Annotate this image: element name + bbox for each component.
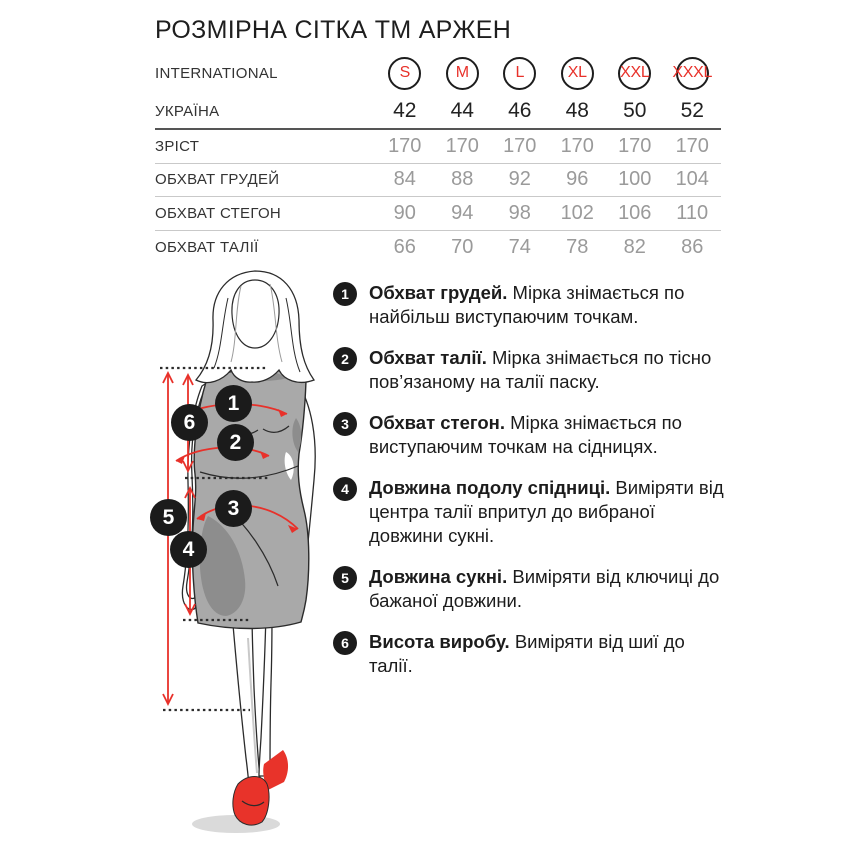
- legend-term: Обхват талії.: [369, 347, 487, 368]
- ukraine-row: [155, 94, 721, 128]
- legend-desc: Виміряти від центра талії впритул до вибраної довжини сукні.: [369, 477, 724, 546]
- figure-marker-dress-length: 5: [150, 499, 187, 536]
- size-badge-s: [388, 57, 421, 90]
- international-label: INTERNATIONAL: [155, 64, 278, 82]
- size-letter: M: [455, 64, 469, 81]
- legend-number-badge: 5: [333, 566, 357, 590]
- row-value: 170: [675, 134, 709, 157]
- row-value: 170: [388, 134, 422, 157]
- size-cell: [491, 57, 549, 90]
- size-cell: [549, 57, 607, 90]
- size-badge-xxl: [618, 57, 651, 90]
- figure-marker-waist: 2: [217, 424, 254, 461]
- size-badge-xxxl: [672, 57, 713, 90]
- legend-term: Обхват грудей.: [369, 282, 508, 303]
- figure-marker-bust: 1: [215, 385, 252, 422]
- legend-item-dress-length: [333, 565, 731, 613]
- table-row-hips: [155, 197, 721, 231]
- row-value: 66: [393, 235, 416, 258]
- row-value: 84: [393, 168, 416, 191]
- legend-term: Довжина сукні.: [369, 566, 508, 587]
- ukraine-size: 50: [623, 99, 647, 122]
- row-label: ОБХВАТ СТЕГОН: [155, 204, 282, 222]
- legend-term: Висота виробу.: [369, 631, 510, 652]
- page-title: РОЗМІРНА СІТКА ТМ АРЖЕН: [155, 16, 512, 44]
- legend-desc: Мірка знімається по найбільш виступаючим точкам.: [369, 282, 685, 327]
- size-cell: [376, 57, 434, 90]
- row-value: 92: [508, 168, 531, 191]
- size-letter: L: [515, 64, 525, 81]
- size-letter: S: [399, 64, 410, 81]
- row-value: 86: [681, 235, 704, 258]
- row-value: 98: [508, 201, 531, 224]
- legend-number-badge: 4: [333, 477, 357, 501]
- ukraine-size: 42: [393, 99, 417, 122]
- ukraine-size: 44: [450, 99, 474, 122]
- legend-term: Обхват стегон.: [369, 412, 505, 433]
- size-cell: [664, 57, 722, 90]
- row-value: 170: [503, 134, 537, 157]
- row-value: 96: [566, 168, 589, 191]
- legend-term: Довжина подолу спідниці.: [369, 477, 611, 498]
- legend-number-badge: 1: [333, 282, 357, 306]
- legend-item-hips: [333, 411, 731, 459]
- size-badge-m: [446, 57, 479, 90]
- size-letter: XXXL: [672, 64, 713, 81]
- legend-number-badge: 2: [333, 347, 357, 371]
- legend-desc: Виміряти від ключиці до бажаної довжини.: [369, 566, 720, 611]
- ukraine-size: 48: [565, 99, 589, 122]
- ukraine-label: УКРАЇНА: [155, 102, 220, 120]
- size-letter: XL: [567, 64, 587, 81]
- right-leg: [259, 613, 272, 776]
- ukraine-size: 52: [680, 99, 704, 122]
- row-value: 70: [451, 235, 474, 258]
- row-label: ОБХВАТ ТАЛІЇ: [155, 238, 259, 256]
- row-label: ЗРІСТ: [155, 137, 200, 155]
- row-value: 106: [618, 201, 652, 224]
- row-value: 102: [560, 201, 594, 224]
- legend-number-badge: 3: [333, 412, 357, 436]
- legend-item-bust: [333, 281, 731, 329]
- size-badge-l: [503, 57, 536, 90]
- size-table: [155, 52, 721, 264]
- row-value: 88: [451, 168, 474, 191]
- front-shoe: [233, 777, 269, 826]
- row-value: 90: [393, 201, 416, 224]
- row-value: 78: [566, 235, 589, 258]
- row-value: 110: [676, 201, 709, 224]
- legend-item-waist: [333, 346, 731, 394]
- table-row-height: [155, 130, 721, 164]
- row-value: 170: [618, 134, 652, 157]
- legend-desc: Мірка знімається по виступаючим точкам на сідницях.: [369, 412, 682, 457]
- row-value: 82: [623, 235, 646, 258]
- row-value: 94: [451, 201, 474, 224]
- legend-desc: Виміряти від шиї до талії.: [369, 631, 685, 676]
- measurement-rows: [155, 128, 721, 264]
- legend-number-badge: 6: [333, 631, 357, 655]
- ukraine-size: 46: [508, 99, 532, 122]
- size-letter: XXL: [620, 64, 650, 81]
- legend: [333, 281, 731, 695]
- row-value: 170: [560, 134, 594, 157]
- size-badge-xl: [561, 57, 594, 90]
- international-row: [155, 52, 721, 94]
- row-value: 74: [508, 235, 531, 258]
- face: [232, 280, 279, 348]
- legend-item-skirt-length: [333, 476, 731, 548]
- row-value: 100: [618, 168, 652, 191]
- table-row-bust: [155, 164, 721, 198]
- size-cell: [606, 57, 664, 90]
- figure-marker-hips: 3: [215, 490, 252, 527]
- legend-desc: Мірка знімається по тісно пов’язаному на талії паску.: [369, 347, 712, 392]
- row-value: 104: [675, 168, 709, 191]
- figure-marker-torso-height: 6: [171, 404, 208, 441]
- row-value: 170: [445, 134, 479, 157]
- row-label: ОБХВАТ ГРУДЕЙ: [155, 171, 280, 189]
- legend-item-torso-height: [333, 630, 731, 678]
- size-cell: [434, 57, 492, 90]
- figure-marker-skirt-length: 4: [170, 531, 207, 568]
- table-row-waist: [155, 231, 721, 265]
